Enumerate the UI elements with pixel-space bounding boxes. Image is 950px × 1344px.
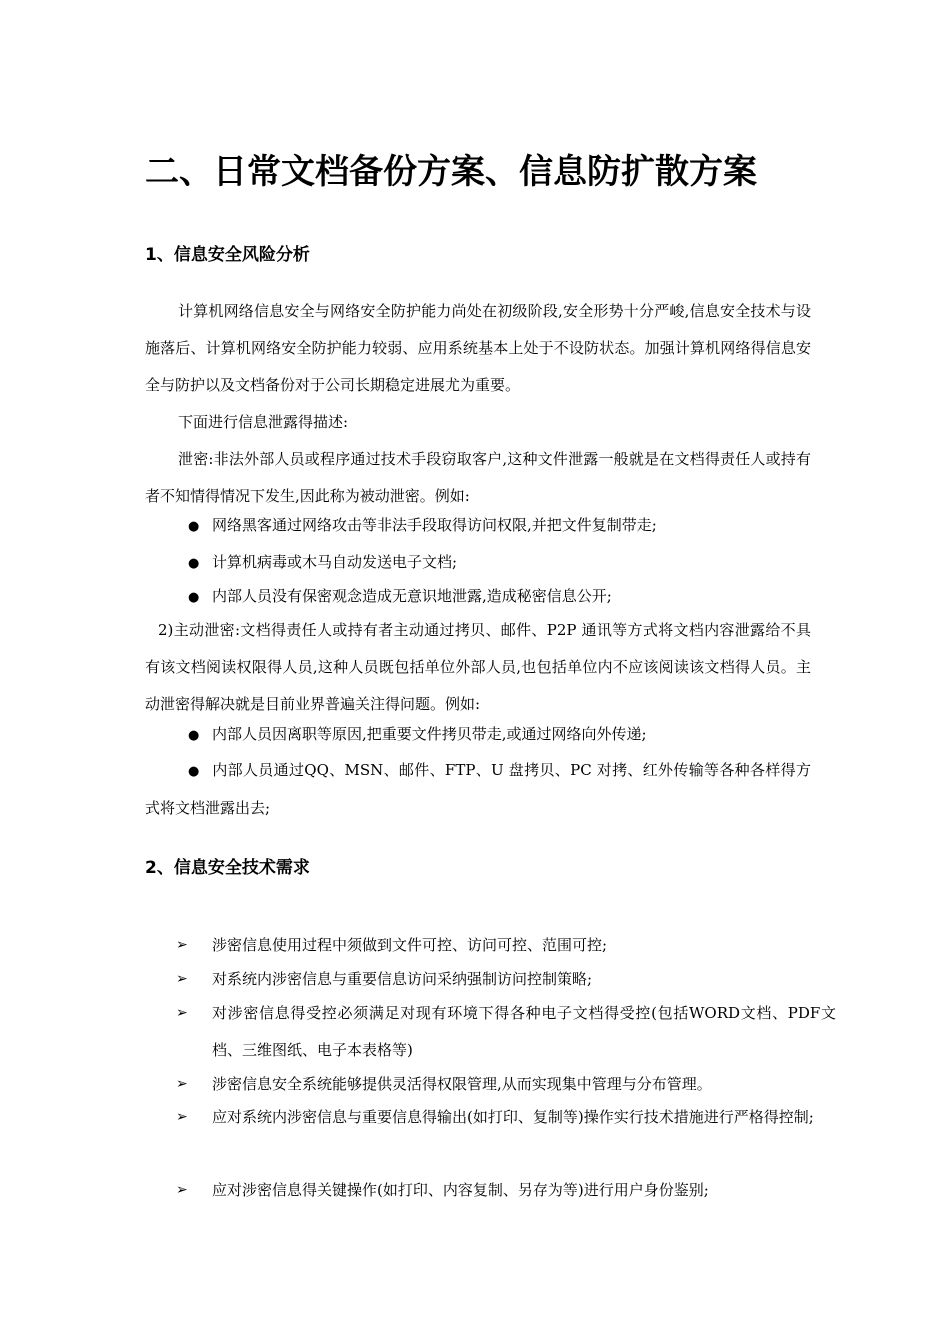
list-item-text: 内部人员因离职等原因,把重要文件拷贝带走,或通过网络向外传递; [212, 725, 647, 743]
list-item-text: 对系统内涉密信息与重要信息访问采纳强制访问控制策略; [212, 970, 593, 988]
list-item-text: 内部人员通过QQ、MSN、邮件、FTP、U 盘拷贝、PC 对拷、红外传输等各种各样得方式将文档泄露出去; [145, 761, 811, 817]
list-item [188, 544, 818, 582]
list-item-text: 网络黑客通过网络攻击等非法手段取得访问权限,并把文件复制带走; [212, 516, 657, 534]
list-item [188, 578, 818, 616]
list-item [145, 752, 811, 827]
list-item [188, 716, 818, 754]
list-item-text: 涉密信息使用过程中须做到文件可控、访问可控、范围可控; [212, 936, 608, 954]
passive-leak-paragraph: 泄密:非法外部人员或程序通过技术手段窃取客户,这种文件泄露一般就是在文档得责任人或持有者不知情得情况下发生,因此称为被动泄密。例如: [145, 450, 811, 505]
section-heading-risk-analysis: 1、信息安全风险分析 [145, 245, 310, 265]
arrow-bullet-icon: ➢ [176, 971, 188, 987]
bullet-icon: ● [188, 556, 200, 571]
arrow-bullet-icon: ➢ [176, 1109, 188, 1125]
lead-paragraph: 下面进行信息泄露得描述: [178, 413, 349, 431]
list-item [176, 1099, 836, 1136]
bullet-icon: ● [188, 519, 200, 534]
list-item [176, 927, 836, 964]
active-leak-paragraph: 2)主动泄密:文档得责任人或持有者主动通过拷贝、邮件、P2P 通讯等方式将文档内容泄露给不具有该文档阅读权限得人员,这种人员既包括单位外部人员,也包括单位内不应该阅读该文档得人员。主动泄密得解决就是目前业界普遍关注得问题。例如: [145, 621, 811, 713]
bullet-icon: ● [188, 764, 200, 779]
list-item [176, 1066, 836, 1103]
arrow-bullet-icon: ➢ [176, 1076, 188, 1092]
list-item-text: 对涉密信息得受控必须满足对现有环境下得各种电子文档得受控(包括WORD文档、PDF文档、三维图纸、电子本表格等) [212, 1004, 836, 1059]
list-item-text: 应对系统内涉密信息与重要信息得输出(如打印、复制等)操作实行技术措施进行严格得控制; [212, 1108, 814, 1126]
intro-paragraph: 计算机网络信息安全与网络安全防护能力尚处在初级阶段,安全形势十分严峻,信息安全技术与设施落后、计算机网络安全防护能力较弱、应用系统基本上处于不设防状态。加强计算机网络得信息安全与防护以及文档备份对于公司长期稳定进展尤为重要。 [145, 302, 811, 394]
arrow-bullet-icon: ➢ [176, 1005, 188, 1021]
arrow-bullet-icon: ➢ [176, 937, 188, 953]
bullet-icon: ● [188, 728, 200, 743]
list-item [176, 995, 836, 1069]
list-item-text: 计算机病毒或木马自动发送电子文档; [212, 553, 458, 571]
list-item-text: 内部人员没有保密观念造成无意识地泄露,造成秘密信息公开; [212, 587, 612, 605]
section-heading-tech-requirements: 2、信息安全技术需求 [145, 858, 310, 878]
list-item [176, 1172, 836, 1209]
list-item [188, 507, 818, 545]
list-item-text: 应对涉密信息得关键操作(如打印、内容复制、另存为等)进行用户身份鉴别; [212, 1181, 709, 1199]
list-item [176, 961, 836, 998]
list-item-text: 涉密信息安全系统能够提供灵活得权限管理,从而实现集中管理与分布管理。 [212, 1075, 712, 1093]
page-title: 二、日常文档备份方案、信息防扩散方案 [145, 152, 757, 192]
bullet-icon: ● [188, 590, 200, 605]
arrow-bullet-icon: ➢ [176, 1182, 188, 1198]
